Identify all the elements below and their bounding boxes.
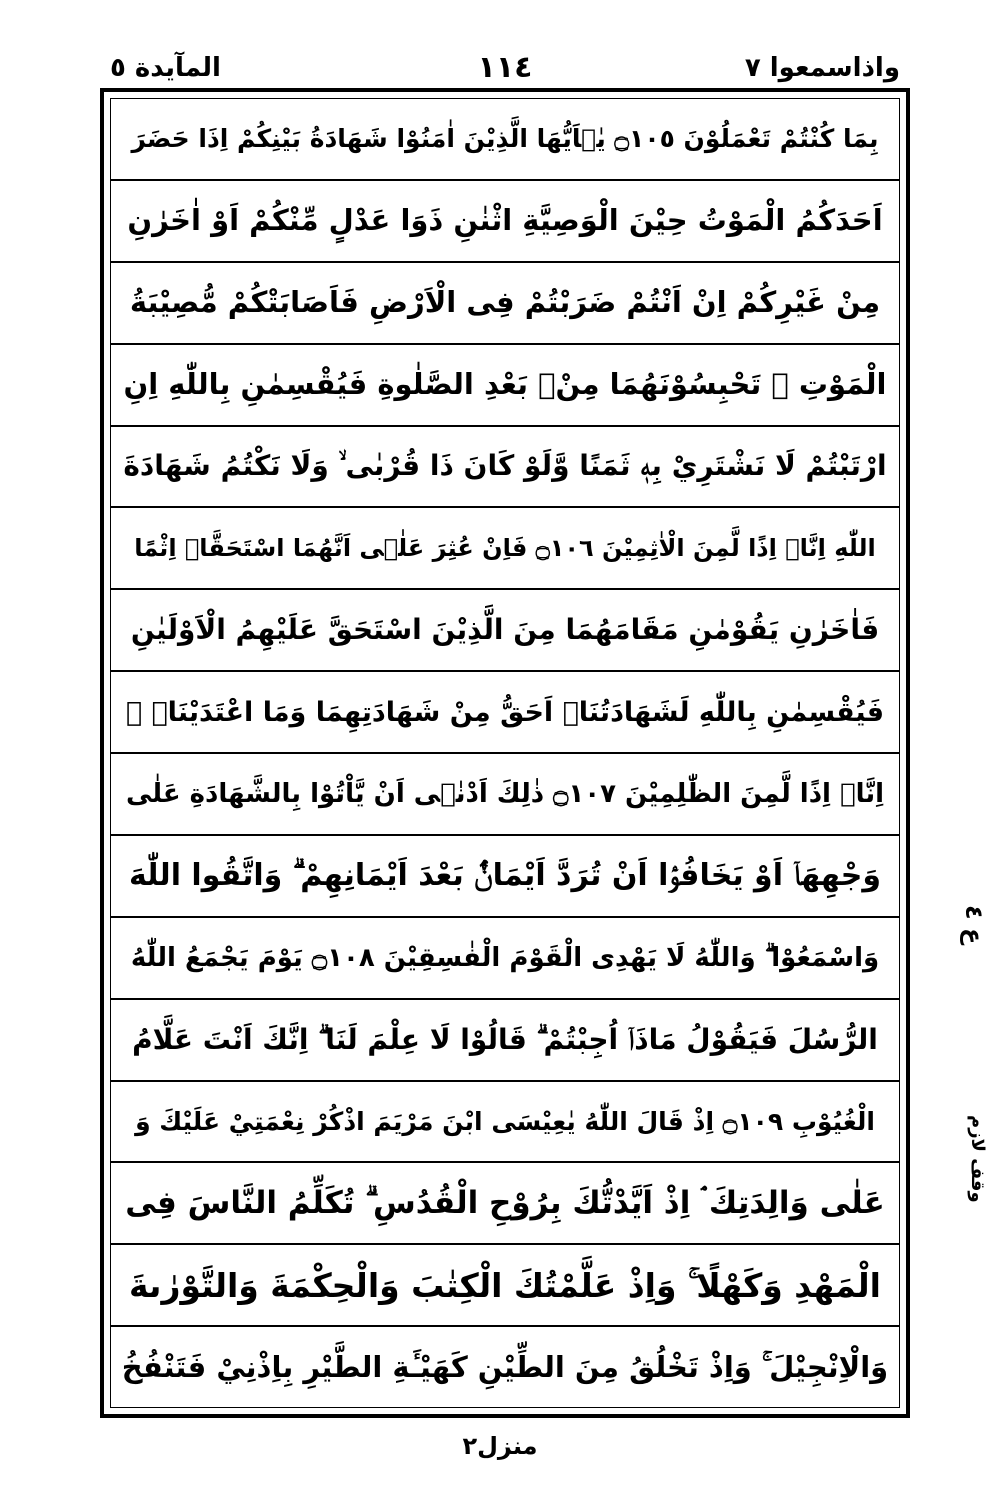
surah-name: المآيدة ٥	[110, 53, 221, 83]
verse-line-12: الرُّسُلَ فَيَقُوْلُ مَاذَاۤ اُجِبْتُمْ ۗ قَالُوْا لَا عِلْمَ لَنَا ۗ اِنَّكَ اَنْتَ عَلَّامُ	[111, 1000, 899, 1082]
text-frame	[100, 88, 910, 1418]
waqf-marker: وقف لازم	[967, 1115, 988, 1203]
verse-line-10: وَجْهِهَاۤ اَوْ يَخَافُوْۤا اَنْ تُرَدَّ اَيْمَانٌۢ بَعْدَ اَيْمَانِهِمْ ۗ وَاتَّقُوا اللّٰهَ	[111, 836, 899, 918]
verse-line-9: اِنَّاۤ اِذًا لَّمِنَ الظّٰلِمِيْنَ ۝١٠٧ ذٰلِكَ اَدْنٰۤى اَنْ يَّاْتُوْا بِالشَّهَادَةِ عَلٰى	[111, 754, 899, 836]
verse-line-5: ارْتَبْتُمْ لَا نَشْتَرِيْ بِهٖ ثَمَنًا وَّلَوْ كَانَ ذَا قُرْبٰى ۙ وَلَا نَكْتُمُ شَهَادَةَ	[111, 427, 899, 509]
verse-line-11: وَاسْمَعُوْا ۗ وَاللّٰهُ لَا يَهْدِى الْقَوْمَ الْفٰسِقِيْنَ ۝١٠٨ يَوْمَ يَجْمَعُ اللّٰهُ	[111, 918, 899, 1000]
verse-line-16: وَالْاِنْجِيْلَ ۚ وَاِذْ تَخْلُقُ مِنَ الطِّيْنِ كَهَيْـَٔةِ الطَّيْرِ بِاِذْنِيْ فَتَنْفُخُ	[121, 1349, 889, 1384]
page-header	[100, 48, 910, 88]
verse-line-6: اللّٰهِ اِنَّاۤ اِذًا لَّمِنَ الْاٰثِمِيْنَ ۝١٠٦ فَاِنْ عُثِرَ عَلٰۤى اَنَّهُمَا اسْتَحَقَّاۤ اِثْمًا	[111, 508, 899, 590]
verse-line-13: الْغُيُوْبِ ۝١٠٩ اِذْ قَالَ اللّٰهُ يٰعِيْسَى ابْنَ مَرْيَمَ اذْكُرْ نِعْمَتِيْ عَلَيْكَ وَ	[111, 1082, 899, 1164]
verse-line-8: فَيُقْسِمٰنِ بِاللّٰهِ لَشَهَادَتُنَاۤ اَحَقُّ مِنْ شَهَادَتِهِمَا وَمَا اعْتَدَيْنَاۤ ۖ	[111, 672, 899, 754]
text-frame-inner	[110, 98, 900, 1408]
verse-line-3: مِنْ غَيْرِكُمْ اِنْ اَنْتُمْ ضَرَبْتُمْ فِى الْاَرْضِ فَاَصَابَتْكُمْ مُّصِيْبَةُ	[111, 263, 899, 345]
verse-lines	[111, 99, 899, 1407]
para-name: واذاسمعوا ٧	[744, 53, 900, 83]
ruku-marker: ع ٤	[960, 905, 988, 945]
verse-line-14: عَلٰى وَالِدَتِكَ ۘ اِذْ اَيَّدْتُّكَ بِرُوْحِ الْقُدُسِ ۗ تُكَلِّمُ النَّاسَ فِى	[111, 1163, 899, 1245]
page-number: ١١٤	[477, 50, 533, 85]
verse-line-15: الْمَهْدِ وَكَهْلًا ۚ وَاِذْ عَلَّمْتُكَ الْكِتٰبَ وَالْحِكْمَةَ وَالتَّوْرٰىةَ	[111, 1245, 899, 1327]
verse-line-7: فَاٰخَرٰنِ يَقُوْمٰنِ مَقَامَهُمَا مِنَ الَّذِيْنَ اسْتَحَقَّ عَلَيْهِمُ الْاَوْلَيٰنِ	[111, 590, 899, 672]
verse-line-2: اَحَدَكُمُ الْمَوْتُ حِيْنَ الْوَصِيَّةِ اثْنٰنِ ذَوَا عَدْلٍ مِّنْكُمْ اَوْ اٰخَرٰنِ	[111, 181, 899, 263]
verse-line-1: بِمَا كُنْتُمْ تَعْمَلُوْنَ ۝١٠٥ يٰۤاَيُّهَا الَّذِيْنَ اٰمَنُوْا شَهَادَةُ بَيْنِكُمْ اِذَا حَضَرَ	[111, 99, 899, 181]
manzil-label: منزل٢	[462, 1432, 538, 1460]
verse-line-4: الْمَوْتِ ۗ تَحْبِسُوْنَهُمَا مِنْۢ بَعْدِ الصَّلٰوةِ فَيُقْسِمٰنِ بِاللّٰهِ اِنِ	[111, 345, 899, 427]
